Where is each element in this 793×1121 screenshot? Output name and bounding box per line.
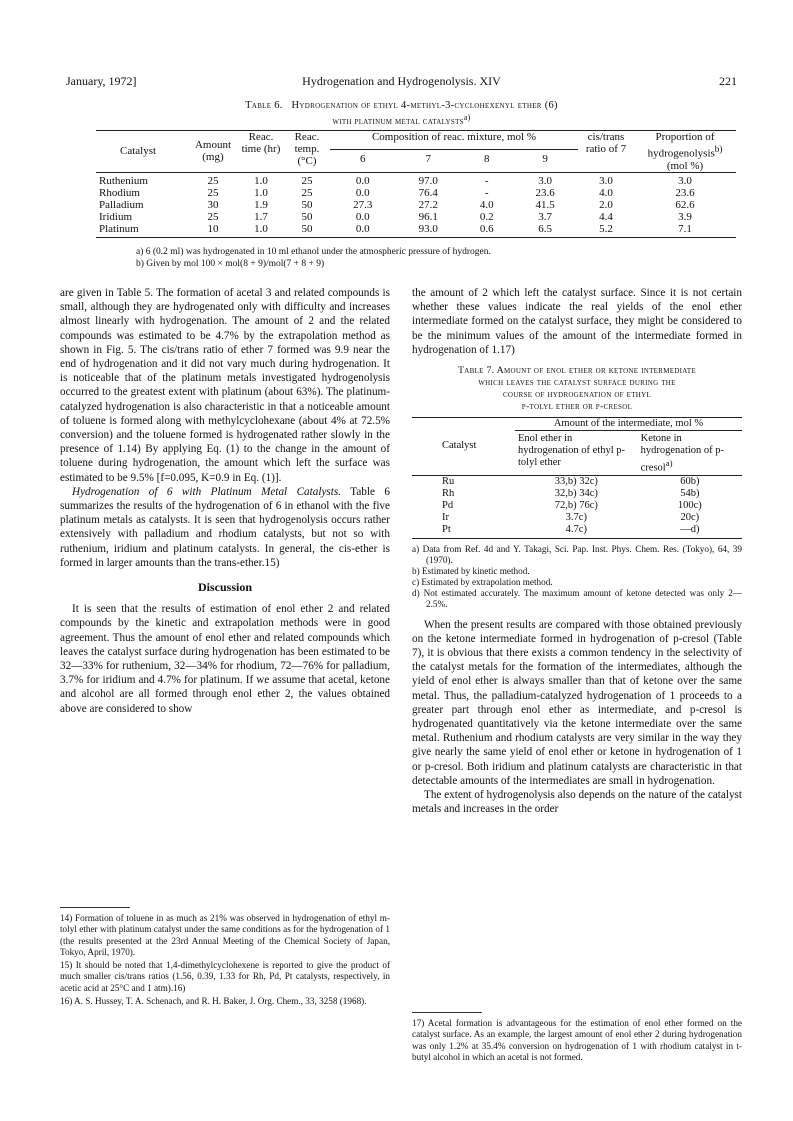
t7-cell: —d): [638, 524, 742, 539]
t6-head-temp: Reac. temp. (°C): [284, 131, 330, 173]
header-title: Hydrogenation and Hydrogenolysis. XIV: [302, 74, 501, 88]
right-paragraph-3: The extent of hydrogenolysis also depends on the nature of the catalyst metals and increases in the order: [412, 788, 742, 816]
footnote-16: 16) A. S. Hussey, T. A. Schenach, and R. H. Baker, J. Org. Chem., 33, 3258 (1968).: [60, 996, 367, 1007]
t7-cell: Ru: [412, 475, 515, 488]
right-footnotes: [412, 1012, 742, 1065]
t6-cell: 0.2: [479, 210, 494, 223]
t6-cell: 0.0: [355, 186, 370, 199]
table6-caption: [66, 100, 737, 127]
t7-cell: 60b): [638, 475, 742, 488]
right-column: [412, 286, 742, 816]
t6-head-c8: 8: [483, 152, 490, 165]
t6-cell: 96.1: [418, 210, 438, 223]
t6-cell: 0.0: [330, 223, 396, 238]
table7-footnote-d: d) Not estimated accurately. The maximum amount of ketone detected was only 2—2.5%.: [412, 587, 742, 609]
t6-head-c9: 9: [542, 152, 548, 165]
t6-cell: Rhodium: [99, 186, 140, 199]
header-date: January, 1972]: [66, 74, 137, 88]
t6-cell: 23.6: [535, 186, 555, 199]
t6-cell: 50: [284, 223, 330, 238]
t7-cell: 3.7c): [565, 511, 587, 523]
t6-cell: 25: [284, 172, 330, 187]
t7-head-ketone-ref: a): [665, 458, 673, 469]
t7-head-amount: Amount of the intermediate, mol %: [515, 418, 742, 431]
t6-cell: 1.0: [238, 223, 284, 238]
t6-head-c7: 7: [425, 152, 432, 165]
table7-caption-line4: p-tolyl ether or p-cresol: [521, 401, 633, 413]
table-row: [96, 187, 736, 199]
t6-cell: 4.0: [479, 198, 494, 211]
t6-head-composition: Composition of reac. mixture, mol %: [330, 131, 578, 150]
table6-title: Hydrogenation of ethyl 4-methyl-3-cyclohexenyl ether (6): [291, 100, 558, 111]
section-run-in-title: Hydrogenation of 6 with Platinum Metal Catalysts.: [72, 485, 342, 498]
table7-caption-line3: course of hydrogenation of ethyl: [502, 389, 652, 401]
t6-cell: 27.3: [353, 198, 373, 211]
table-row: [412, 500, 742, 512]
t7-cell: 20c): [680, 511, 700, 523]
t7-cell: 4.7c): [515, 524, 638, 539]
t6-head-catalyst: Catalyst: [96, 131, 188, 173]
t7-cell: 72,b) 76c): [554, 499, 598, 511]
t6-cell: 4.4: [599, 210, 613, 223]
t6-cell: 62.6: [675, 198, 695, 211]
t6-cell: 1.0: [254, 186, 268, 199]
t6-head-prop-ref: b): [714, 144, 723, 154]
t6-cell: -: [484, 186, 489, 199]
t6-cell: Palladium: [99, 198, 144, 211]
discussion-heading: Discussion: [197, 580, 253, 595]
table-row: [96, 172, 736, 187]
table-row: [96, 211, 736, 223]
t6-cell: 25: [188, 172, 238, 187]
t6-cell: 30: [207, 198, 219, 211]
table7: [412, 417, 742, 539]
t6-cell: 2.0: [599, 198, 613, 211]
table-row: [96, 223, 736, 238]
t6-head-prop-text: Proportion of hydrogenolysis: [647, 131, 715, 160]
t6-cell: 1.0: [238, 172, 284, 187]
t6-head-amount: Amount (mg): [188, 131, 238, 173]
t6-cell: 4.0: [599, 186, 613, 199]
page-number: 221: [719, 74, 737, 88]
t6-cell: 5.2: [578, 223, 634, 238]
t6-cell: 23.6: [675, 186, 695, 199]
t6-cell: 7.1: [634, 223, 736, 238]
table7-caption-line1: Table 7. Amount of enol ether or ketone intermediate: [457, 365, 697, 377]
table6-footnote-b: b) Given by mol 100 × mol(8 + 9)/mol(7 + 8 + 9): [136, 259, 325, 269]
t6-cell: 41.5: [535, 198, 555, 211]
table7-footnotes: [412, 544, 742, 610]
t6-cell: 10: [188, 223, 238, 238]
t6-cell: 3.7: [538, 210, 553, 223]
left-paragraph-1: are given in Table 5. The formation of acetal 3 and related compounds is small, although they are hydrogenated only with difficulty and increases almost linearly with hydrogenation. The amount of 2 and the related compounds was estimated to be 4.7% by the extrapolation method as shown in Fig. 5. The cis/trans ratio of ether 7 formed was 9.9 near the end of hydrogenation and it did not vary much during hydrogenation. It is noticeable that of the platinum metals investigated hydrogenolysis occurred to the greatest extent with platinum (about 63%). The platinum-catalyzed hydrogenation is also characteristic in that a noticeable amount of toluene is formed along with methylcyclohexane (about 4% at 72.5% conversion) and the toluene formed is hydrogenated rather slowly in the presence of 1.14) By applying Eq. (1) to the change in the amount of toluene during hydrogenation, the amount which left the surface was estimated to be 9.5% [f=0.095, K=0.9 in Eq. (1)].: [60, 287, 390, 484]
t6-cell: 1.7: [254, 210, 268, 223]
t6-cell: Iridium: [99, 210, 132, 223]
table-row: [96, 199, 736, 211]
footnote-rule-right: [412, 1012, 482, 1013]
t7-cell: 100c): [677, 499, 702, 511]
t6-cell: 27.2: [418, 198, 438, 211]
t6-head-ratio: cis/trans ratio of 7: [578, 131, 634, 173]
table7-footnote-c: c) Estimated by extrapolation method.: [412, 576, 553, 587]
table7-caption-line2: which leaves the catalyst surface during the: [478, 377, 676, 389]
left-paragraph-3: It is seen that the results of estimation of enol ether 2 and related compounds by the kinetic and extrapolation methods were in good agreement. Thus the amount of enol ether and related compounds which leaves the catalyst surface during hydrogenation has been estimated to be 32—33% for ruthenium, 32—34% for rhodium, 72—76% for palladium, 3.7% for iridium and 4.7% for platinum. If we assume that acetal, ketone and alcohol are all formed through enol ether 2, the values obtained above are considered to show: [60, 603, 390, 715]
left-paragraph-2: [60, 485, 390, 570]
t7-cell: Pd: [442, 499, 454, 511]
left-footnotes: [60, 907, 390, 1009]
footnote-17: 17) Acetal formation is advantageous for the estimation of enol ether formed on the catalyst surface. As an example, the largest amount of enol ether 2 during hydrogenation was only 1.2% at 35.4% conversion on hydrogenation of 1 with rhodium catalyst in t-butyl alcohol in which an acetal is not formed.: [412, 1018, 742, 1062]
t7-cell: Rh: [442, 487, 455, 499]
t7-head-catalyst: Catalyst: [412, 418, 515, 476]
t6-head-time: Reac. time (hr): [238, 131, 284, 173]
t6-cell: 3.0: [578, 172, 634, 187]
t6-cell: Platinum: [96, 223, 188, 238]
t7-cell: 54b): [680, 487, 700, 499]
table-row: [412, 488, 742, 500]
t6-cell: 1.9: [254, 198, 268, 211]
right-paragraph-1: the amount of 2 which left the catalyst surface. Since it is not certain whether these values indicate the real yields of the enol ether intermediate formed on the catalyst surface, they might be considered to be the minimum values of the amount of the intermediate formed in hydrogenation of 1.17): [412, 287, 742, 356]
footnote-rule: [60, 907, 130, 908]
table-row: [412, 524, 742, 539]
t6-head-c6: 6: [359, 152, 366, 165]
footnote-14: 14) Formation of toluene in as much as 21% was observed in hydrogenation of ethyl m-tolyl ether with platinum catalyst under the same conditions as for the hydrogenation of 1 (the results presented at the 23rd Annual Meeting of the Chemical Society of Japan, Tokyo, April, 1970).: [60, 913, 390, 957]
t6-cell: Ruthenium: [96, 172, 188, 187]
table6-footnote-a: a) 6 (0.2 ml) was hydrogenated in 10 ml ethanol under the atmospheric pressure of hydrogen.: [136, 247, 491, 257]
t7-cell: Pt: [412, 524, 515, 539]
t7-cell: 32,b) 34c): [554, 487, 598, 499]
table-row: [412, 512, 742, 524]
t6-cell: 76.4: [418, 186, 438, 199]
t7-head-ketone: [638, 431, 742, 476]
left-column: [60, 286, 390, 716]
footnote-15: 15) It should be noted that 1,4-dimethylcyclohexene is reported to give the product of much smaller cis/trans ratios (1.56, 0.39, 1.33 for Rh, Pd, Pt catalysts, respectively, in acetic acid at 25°C and 1 atm).16): [60, 960, 390, 993]
t6-cell: 0.6: [461, 223, 512, 238]
table6-subtitle: with platinum metal catalysts: [332, 117, 464, 128]
t6-head-proportion: [634, 131, 736, 173]
table6: [96, 130, 736, 238]
table7-footnote-b: b) Estimated by kinetic method.: [412, 565, 530, 576]
t6-cell: 0.0: [330, 172, 396, 187]
table6-footnotes: [136, 246, 491, 270]
right-paragraph-2: When the present results are compared with those obtained previously on the ketone intermediate formed in hydrogenation of p-cresol (Table 7), it is obvious that there exists a common tendency in the selectivity of the catalyst metals for the formation of the intermediates, although the yield of enol ether is always smaller than that of ketone over the same metal. Thus, the palladium-catalyzed hydrogenation of 1 proceeds to a greater part through enol ether as intermediate, and p-cresol is hydrogenated quantitatively via the ketone intermediate over the same metal. Ruthenium and rhodium catalysts are very similar in the way they give nearly the same yield of enol ether or ketone in hydrogenation of 1 or p-cresol. Both iridium and platinum catalysts are characteristic in that detectable amounts of the intermediates are small in hydrogenation.: [412, 618, 742, 787]
t7-head-ketone-text: Ketone in hydrogenation of p-cresol: [640, 433, 725, 474]
t6-cell: 25: [301, 186, 313, 199]
t6-cell: 3.0: [512, 172, 578, 187]
t6-head-prop-unit: (mol %): [666, 159, 704, 172]
t6-cell: 0.0: [355, 210, 370, 223]
t6-cell: 93.0: [396, 223, 462, 238]
t6-cell: 3.0: [634, 172, 736, 187]
table-row: [412, 475, 742, 488]
t7-head-enol: Enol ether in hydrogenation of ethyl p-tolyl ether: [518, 433, 626, 469]
t6-cell: -: [461, 172, 512, 187]
t7-cell: 33,b) 32c): [515, 475, 638, 488]
t6-cell: 50: [301, 210, 313, 223]
left-paragraph-2-text: Table 6 summarizes the results of the hydrogenation of 6 in ethanol with the five platinum metals as catalysts. It is seen that hydrogenolysis occurs rather extensively with palladium and rhodium catalysts, but not so with ruthenium, iridium and platinum catalysts. In general, the cis-ether is formed in larger amounts than the trans-ether.15): [60, 485, 390, 569]
table7-footnote-a: a) Data from Ref. 4d and Y. Takagi, Sci. Pap. Inst. Phys. Chem. Res. (Tokyo), 64, 39 (1970).: [412, 543, 742, 565]
t6-cell: 6.5: [512, 223, 578, 238]
t7-cell: Ir: [442, 511, 449, 523]
t6-cell: 50: [301, 198, 313, 211]
table6-label: Table 6.: [245, 100, 283, 111]
t6-cell: 25: [207, 210, 219, 223]
t6-cell: 3.9: [678, 210, 692, 223]
table6-caption-ref: a): [463, 113, 471, 122]
t6-body: [96, 172, 736, 237]
t6-cell: 25: [207, 186, 219, 199]
table7-caption: [412, 365, 742, 413]
t6-cell: 97.0: [396, 172, 462, 187]
